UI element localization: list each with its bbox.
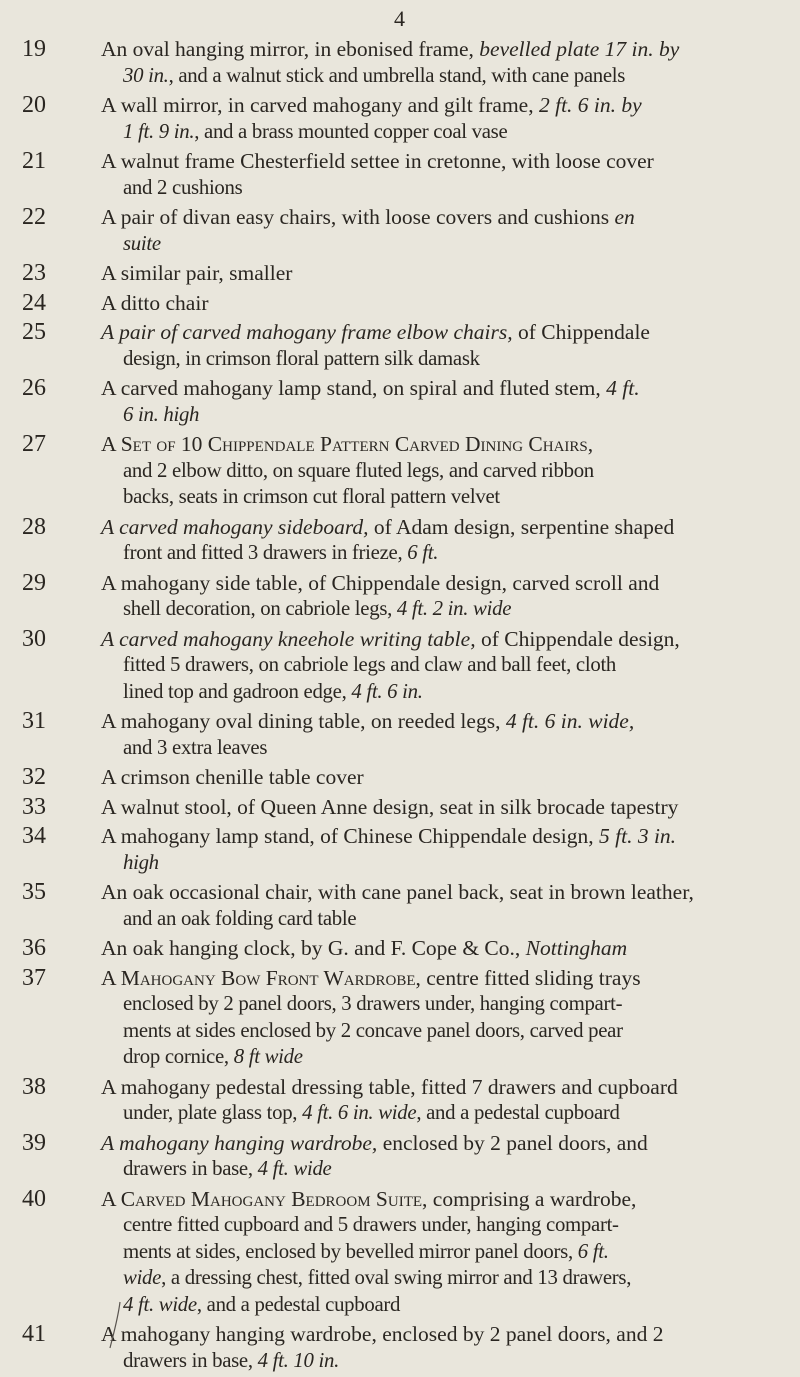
text-run: drawers in base, <box>123 1348 258 1372</box>
text-run: A pair of carved mahogany frame elbow chairs, <box>101 320 513 344</box>
description-line <box>101 36 777 63</box>
text-run: 4 ft. 6 in. wide <box>302 1101 417 1124</box>
description-line <box>101 514 777 541</box>
text-run: A carved mahogany lamp stand, on spiral and fluted stem, <box>101 376 607 400</box>
text-run: suite <box>123 231 161 255</box>
text-run: lined top and gadroon edge, <box>123 679 352 703</box>
description-line <box>101 148 777 175</box>
text-run: bevelled plate 17 in. by <box>479 37 680 61</box>
description-line <box>101 708 777 735</box>
description-line <box>101 1130 777 1157</box>
text-run: A walnut frame Chesterfield settee in cretonne, with loose cover <box>101 149 654 173</box>
text-run: A similar pair, smaller <box>101 261 293 285</box>
text-run: wide <box>123 1266 162 1289</box>
lot-description <box>101 431 777 511</box>
lot-entry <box>0 935 800 962</box>
text-run: , and a pedestal cupboard <box>416 1101 620 1124</box>
lot-entry <box>0 36 800 89</box>
text-run: 4 ft. wide <box>123 1292 197 1316</box>
lot-entry <box>0 764 800 791</box>
lot-description <box>101 708 777 761</box>
description-line <box>101 823 777 850</box>
text-run: A mahogany hanging wardrobe, <box>101 1130 378 1155</box>
text-run: shell decoration, on cabriole legs, <box>123 597 397 620</box>
description-line <box>101 290 777 317</box>
description-line <box>101 1212 777 1239</box>
text-run: 5 ft. 3 in. <box>599 824 677 848</box>
description-line <box>101 1321 777 1348</box>
lot-description <box>101 92 777 145</box>
text-run: fitted 5 drawers, on cabriole legs and claw and ball feet, cloth <box>123 653 617 676</box>
lot-entry <box>0 148 800 201</box>
description-line <box>101 991 777 1018</box>
text-run: front and fitted 3 drawers in frieze, <box>123 541 408 564</box>
text-run: centre fitted cupboard and 5 drawers under, hanging compart- <box>123 1213 619 1236</box>
text-run: Nottingham <box>525 936 628 960</box>
text-run: 4 ft. wide <box>257 1157 332 1180</box>
lot-number: 24 <box>22 289 46 316</box>
text-run: A Carved Mahogany Bedroom Suite, <box>101 1186 428 1211</box>
text-run: An oval hanging mirror, in ebonised frame, <box>101 37 480 61</box>
lot-number: 32 <box>22 764 46 790</box>
lot-number: 25 <box>22 319 46 345</box>
lot-number: 22 <box>22 204 46 230</box>
lot-entry <box>0 514 800 567</box>
text-run: A pair of divan easy chairs, with loose covers and cushions <box>101 205 615 229</box>
lot-number: 23 <box>22 260 46 286</box>
text-run: A mahogany hanging wardrobe, enclosed by 2 panel doors, and 2 <box>101 1322 664 1346</box>
lot-number: 36 <box>22 935 46 961</box>
text-run: en <box>614 205 635 229</box>
description-line <box>101 260 777 287</box>
text-run: An oak occasional chair, with cane panel back, seat in brown leather, <box>101 880 694 904</box>
lot-description <box>101 1186 777 1319</box>
description-line <box>101 652 777 679</box>
text-run: 4 ft. <box>606 376 640 400</box>
lot-number: 38 <box>22 1073 46 1100</box>
text-run: A carved mahogany kneehole writing table, <box>101 626 476 651</box>
description-line <box>101 850 777 877</box>
text-run: drop cornice, <box>123 1045 234 1068</box>
text-run: 30 in. <box>123 63 169 87</box>
description-line <box>101 119 777 146</box>
page-number: 4 <box>394 6 406 31</box>
text-run: An oak hanging clock, by G. and F. Cope & Co., <box>101 936 526 960</box>
lot-entry <box>0 92 800 145</box>
lot-entry <box>0 794 800 821</box>
text-run: 6 in. high <box>123 402 200 426</box>
lot-description <box>101 375 777 428</box>
lot-number: 19 <box>22 36 46 62</box>
lot-description <box>101 626 777 706</box>
pencil-mark <box>106 1300 126 1350</box>
lot-number: 28 <box>22 513 46 540</box>
text-run: A wall mirror, in carved mahogany and gilt frame, <box>101 93 539 117</box>
description-line <box>101 735 777 762</box>
description-line <box>101 1186 777 1213</box>
lot-number: 31 <box>22 708 46 734</box>
text-run: under, plate glass top, <box>123 1101 303 1124</box>
description-line <box>101 63 777 90</box>
description-line <box>101 346 777 373</box>
text-run: A crimson chenille table cover <box>101 765 364 789</box>
text-run: A carved mahogany sideboard, <box>101 514 369 539</box>
description-line <box>101 1018 777 1045</box>
lot-number: 33 <box>22 793 46 820</box>
lot-description <box>101 935 777 962</box>
lot-description <box>101 823 777 876</box>
lot-number: 21 <box>22 148 46 174</box>
text-run: 2 ft. 6 in. by <box>538 93 642 117</box>
text-run: A Mahogany Bow Front Wardrobe, <box>101 965 421 990</box>
description-line <box>101 679 777 706</box>
text-run: of Adam design, serpentine shaped <box>368 514 675 539</box>
text-run: comprising a wardrobe, <box>427 1186 637 1211</box>
description-line <box>101 596 777 623</box>
lot-description <box>101 319 777 372</box>
description-line <box>101 764 777 791</box>
description-line <box>101 1265 777 1292</box>
text-run: 4 ft. 10 in. <box>257 1348 339 1372</box>
description-line <box>101 375 777 402</box>
lot-entry <box>0 260 800 287</box>
lot-entry <box>0 708 800 761</box>
text-run: A ditto chair <box>101 290 209 315</box>
lot-entry <box>0 626 800 706</box>
lot-number: 39 <box>22 1129 46 1156</box>
text-run: , and a pedestal cupboard <box>196 1292 401 1316</box>
description-line <box>101 879 777 906</box>
text-run: , and a brass mounted copper coal vase <box>194 119 508 143</box>
lot-number: 41 <box>22 1321 46 1347</box>
lot-description <box>101 794 777 821</box>
text-run: and 2 cushions <box>123 175 243 199</box>
description-line <box>101 794 777 821</box>
lot-description <box>101 514 777 567</box>
description-line <box>101 231 777 258</box>
description-line <box>101 1239 777 1266</box>
lot-description <box>101 204 777 257</box>
text-run: and 2 elbow ditto, on square fluted legs, and carved ribbon <box>123 458 594 482</box>
text-run: centre fitted sliding trays <box>420 965 641 990</box>
lot-number: 29 <box>22 569 46 596</box>
description-line <box>101 402 777 429</box>
lot-description <box>101 36 777 89</box>
description-line <box>101 626 777 653</box>
lot-description <box>101 570 777 623</box>
lot-number: 35 <box>22 879 46 905</box>
text-run: ments at sides, enclosed by bevelled mirror panel doors, <box>123 1239 578 1263</box>
lot-description <box>101 1130 777 1183</box>
text-run: A mahogany side table, of Chippendale design, carved scroll and <box>101 570 660 595</box>
description-line <box>101 540 777 567</box>
lot-number: 26 <box>22 375 46 401</box>
description-line <box>101 1100 777 1127</box>
lot-entry <box>0 431 800 511</box>
description-line <box>101 175 777 202</box>
lot-number: 37 <box>22 964 46 991</box>
description-line <box>101 204 777 231</box>
lot-entry <box>0 1186 800 1319</box>
lot-entry <box>0 879 800 932</box>
lot-description <box>101 260 777 287</box>
lot-number: 40 <box>22 1185 46 1212</box>
description-line <box>101 570 777 597</box>
description-line <box>101 935 777 962</box>
text-run: and 3 extra leaves <box>123 735 268 759</box>
lot-description <box>101 1321 777 1374</box>
text-run: enclosed by 2 panel doors, 3 drawers under, hanging compart- <box>123 992 623 1015</box>
lot-entry <box>0 375 800 428</box>
text-run: of Chippendale <box>512 320 650 344</box>
text-run: A Set of 10 Chippendale Pattern Carved Dining Chairs, <box>101 432 594 456</box>
description-line <box>101 1292 777 1319</box>
description-line <box>101 906 777 933</box>
description-line <box>101 431 777 458</box>
lot-number: 27 <box>22 431 46 457</box>
lot-entry <box>0 965 800 1071</box>
description-line <box>101 458 777 485</box>
text-run: drawers in base, <box>123 1157 258 1180</box>
text-run: 8 ft wide <box>233 1045 303 1068</box>
lot-description <box>101 1074 777 1127</box>
lot-number: 34 <box>22 823 46 849</box>
text-run: A walnut stool, of Queen Anne design, seat in silk brocade tapestry <box>101 794 679 819</box>
text-run: A mahogany lamp stand, of Chinese Chippendale design, <box>101 824 599 848</box>
text-run: 4 ft. 2 in. wide <box>396 597 512 620</box>
lot-entry <box>0 319 800 372</box>
lot-description <box>101 879 777 932</box>
description-line <box>101 1156 777 1183</box>
description-line <box>101 1348 777 1375</box>
text-run: backs, seats in crimson cut floral pattern velvet <box>123 485 500 508</box>
text-run: ments at sides enclosed by 2 concave panel doors, carved pear <box>123 1018 623 1042</box>
description-line <box>101 1044 777 1071</box>
text-run: , a dressing chest, fitted oval swing mirror and 13 drawers, <box>161 1266 632 1289</box>
lot-number: 20 <box>22 92 46 118</box>
text-run: 1 ft. 9 in. <box>123 119 195 143</box>
lot-entry <box>0 290 800 317</box>
lot-entry <box>0 823 800 876</box>
text-run: A mahogany oval dining table, on reeded legs, <box>101 709 506 733</box>
lot-entry <box>0 204 800 257</box>
text-run: 4 ft. 6 in. wide, <box>505 709 635 733</box>
lot-description <box>101 290 777 317</box>
text-run: 4 ft. 6 in. <box>351 679 423 703</box>
lot-list <box>0 36 800 1377</box>
text-run: 6 ft. <box>577 1239 609 1263</box>
lot-description <box>101 148 777 201</box>
description-line <box>101 319 777 346</box>
lot-entry <box>0 570 800 623</box>
description-line <box>101 92 777 119</box>
description-line <box>101 965 777 992</box>
lot-number: 30 <box>22 625 46 652</box>
description-line <box>101 1074 777 1101</box>
text-run: 6 ft. <box>407 541 439 564</box>
text-run: of Chippendale design, <box>475 626 680 651</box>
text-run: A mahogany pedestal dressing table, fitted 7 drawers and cupboard <box>101 1074 678 1099</box>
lot-description <box>101 965 777 1071</box>
lot-description <box>101 764 777 791</box>
lot-entry <box>0 1130 800 1183</box>
lot-entry <box>0 1074 800 1127</box>
text-run: design, in crimson floral pattern silk damask <box>123 346 480 370</box>
description-line <box>101 484 777 511</box>
text-run: and an oak folding card table <box>123 906 357 930</box>
text-run: enclosed by 2 panel doors, and <box>377 1130 648 1155</box>
text-run: high <box>123 850 159 874</box>
text-run: , and a walnut stick and umbrella stand, with cane panels <box>168 63 626 87</box>
